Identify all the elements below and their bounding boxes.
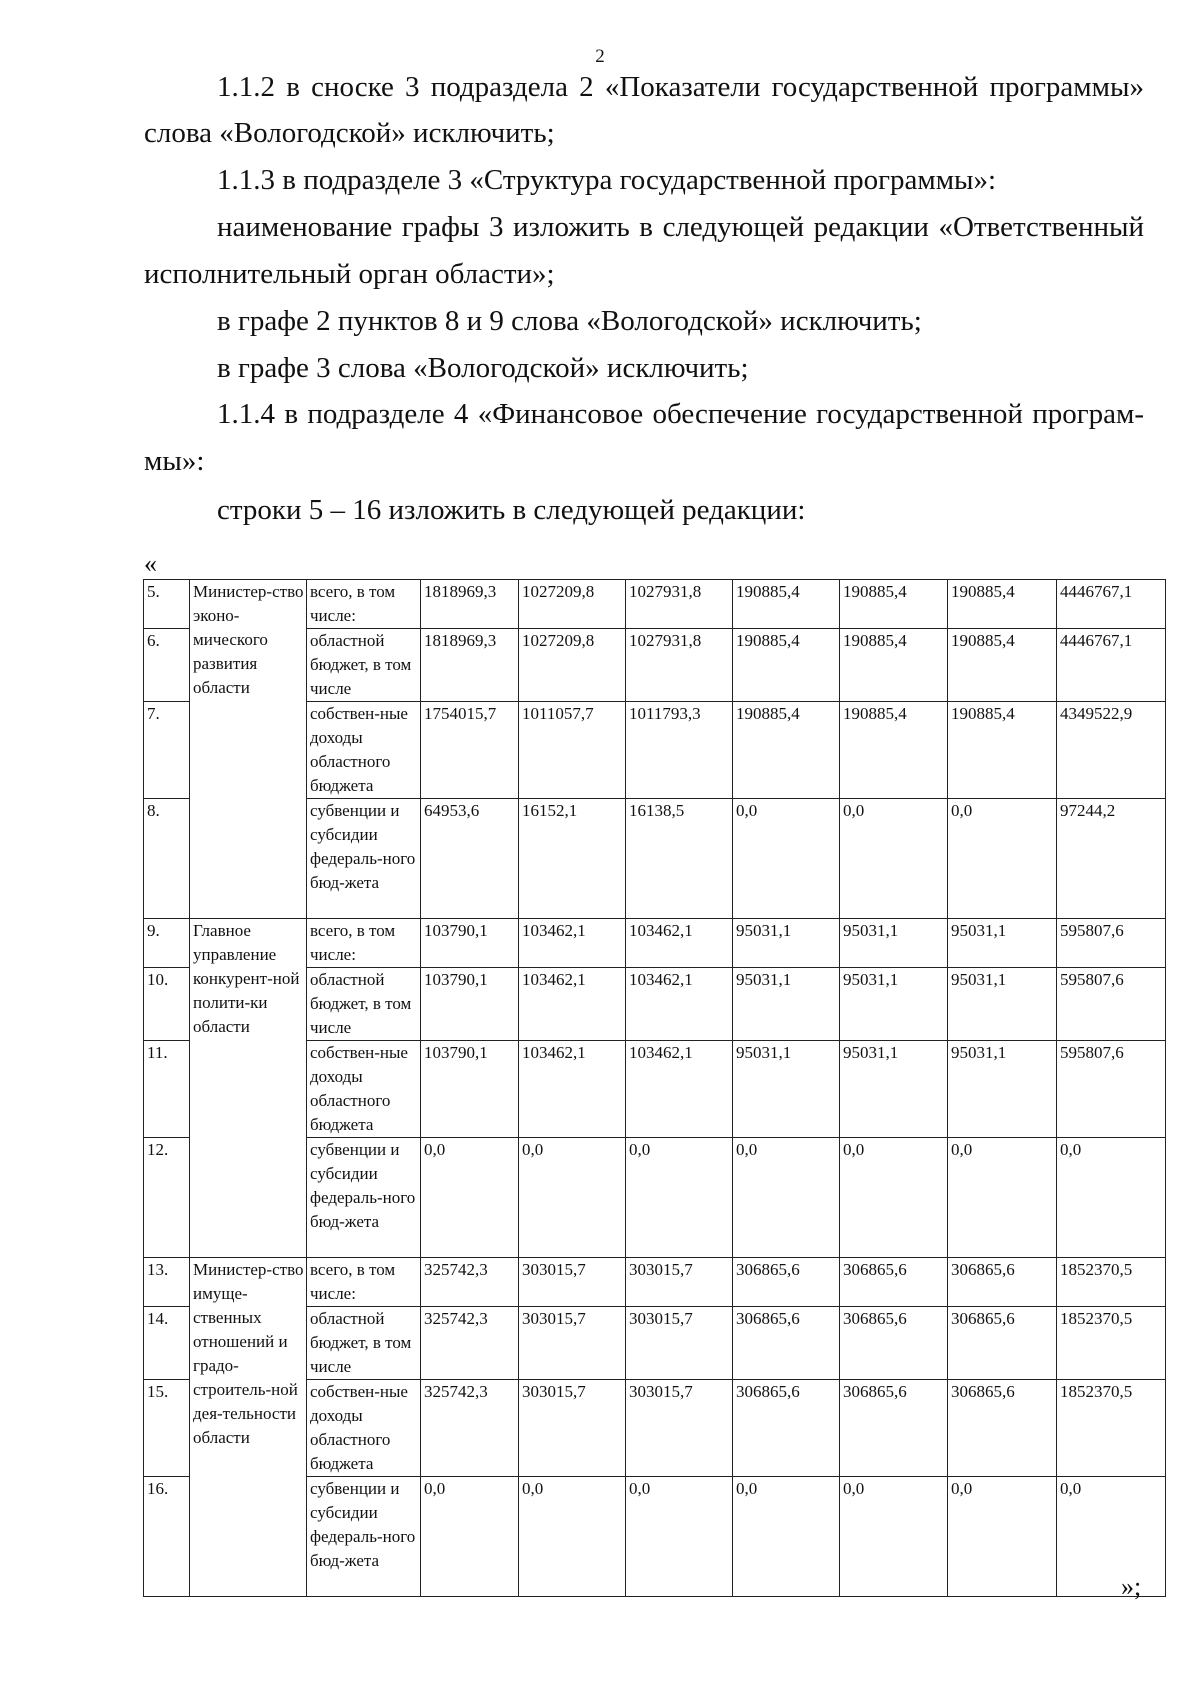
value-cell: 95031,1 (948, 919, 1057, 968)
value-cell: 1754015,7 (421, 702, 519, 799)
value-cell: 1027209,8 (519, 629, 626, 702)
funding-source-cell: собствен-ные доходы областного бюджета (307, 702, 421, 799)
value-cell: 1852370,5 (1057, 1307, 1166, 1380)
value-cell: 0,0 (948, 1138, 1057, 1258)
row-number: 6. (144, 629, 190, 702)
funding-source-cell: собствен-ные доходы областного бюджета (307, 1380, 421, 1477)
paragraph-rows-5-16: строки 5 – 16 изложить в следующей редакции: (217, 494, 806, 526)
value-cell: 0,0 (733, 1138, 840, 1258)
value-cell: 16138,5 (626, 799, 733, 919)
value-cell: 190885,4 (948, 580, 1057, 629)
value-cell: 0,0 (948, 1477, 1057, 1597)
funding-source-cell: областной бюджет, в том числе (307, 968, 421, 1041)
value-cell: 0,0 (733, 1477, 840, 1597)
value-cell: 1818969,3 (421, 580, 519, 629)
paragraph-1-1-2-line-2: слова «Вологодской» исключить; (144, 117, 555, 149)
funding-source-cell: областной бюджет, в том числе (307, 629, 421, 702)
row-number: 10. (144, 968, 190, 1041)
value-cell: 1027931,8 (626, 629, 733, 702)
value-cell: 303015,7 (519, 1307, 626, 1380)
value-cell: 4446767,1 (1057, 580, 1166, 629)
paragraph-1-1-4-line-1: 1.1.4 в подразделе 4 «Финансовое обеспечение государственной програм- (217, 398, 1144, 430)
value-cell: 0,0 (519, 1477, 626, 1597)
value-cell: 0,0 (626, 1477, 733, 1597)
row-number: 12. (144, 1138, 190, 1258)
value-cell: 303015,7 (626, 1258, 733, 1307)
row-number: 15. (144, 1380, 190, 1477)
table-row (144, 919, 1166, 968)
value-cell: 95031,1 (840, 968, 948, 1041)
value-cell: 1011057,7 (519, 702, 626, 799)
value-cell: 103462,1 (626, 919, 733, 968)
value-cell: 0,0 (519, 1138, 626, 1258)
value-cell: 103790,1 (421, 1041, 519, 1138)
funding-source-cell: всего, в том числе: (307, 580, 421, 629)
row-number: 9. (144, 919, 190, 968)
value-cell: 306865,6 (948, 1307, 1057, 1380)
value-cell: 0,0 (733, 799, 840, 919)
funding-source-cell: всего, в том числе: (307, 1258, 421, 1307)
paragraph-1-1-3: 1.1.3 в подразделе 3 «Структура государственной программы»: (217, 164, 997, 196)
value-cell: 103462,1 (626, 1041, 733, 1138)
value-cell: 190885,4 (840, 702, 948, 799)
row-number: 14. (144, 1307, 190, 1380)
value-cell: 190885,4 (840, 629, 948, 702)
closing-quote: »; (1121, 1572, 1142, 1601)
value-cell: 0,0 (1057, 1138, 1166, 1258)
value-cell: 0,0 (1057, 1477, 1166, 1597)
table-row (144, 1258, 1166, 1307)
value-cell: 1852370,5 (1057, 1380, 1166, 1477)
value-cell: 103462,1 (519, 1041, 626, 1138)
funding-source-cell: собствен-ные доходы областного бюджета (307, 1041, 421, 1138)
value-cell: 0,0 (840, 1477, 948, 1597)
page-number: 2 (595, 46, 605, 67)
value-cell: 1027209,8 (519, 580, 626, 629)
funding-source-cell: субвенции и субсидии федераль-ного бюд-жета (307, 799, 421, 919)
value-cell: 0,0 (948, 799, 1057, 919)
value-cell: 95031,1 (948, 968, 1057, 1041)
row-number: 5. (144, 580, 190, 629)
value-cell: 1011793,3 (626, 702, 733, 799)
funding-source-cell: областной бюджет, в том числе (307, 1307, 421, 1380)
executor-cell: Министер-ство эконо-мического развития области (190, 580, 307, 919)
value-cell: 306865,6 (733, 1307, 840, 1380)
paragraph-column-2-items: в графе 2 пунктов 8 и 9 слова «Вологодской» исключить; (217, 305, 922, 337)
value-cell: 0,0 (840, 799, 948, 919)
row-number: 8. (144, 799, 190, 919)
funding-source-cell: всего, в том числе: (307, 919, 421, 968)
value-cell: 95031,1 (733, 919, 840, 968)
value-cell: 0,0 (626, 1138, 733, 1258)
row-number: 11. (144, 1041, 190, 1138)
value-cell: 0,0 (421, 1477, 519, 1597)
value-cell: 325742,3 (421, 1307, 519, 1380)
value-cell: 95031,1 (840, 919, 948, 968)
table-row (144, 580, 1166, 629)
row-number: 7. (144, 702, 190, 799)
value-cell: 0,0 (421, 1138, 519, 1258)
row-number: 16. (144, 1477, 190, 1597)
value-cell: 95031,1 (840, 1041, 948, 1138)
funding-source-cell: субвенции и субсидии федераль-ного бюд-жета (307, 1477, 421, 1597)
value-cell: 595807,6 (1057, 968, 1166, 1041)
value-cell: 0,0 (840, 1138, 948, 1258)
value-cell: 1027931,8 (626, 580, 733, 629)
value-cell: 325742,3 (421, 1380, 519, 1477)
row-number: 13. (144, 1258, 190, 1307)
value-cell: 4446767,1 (1057, 629, 1166, 702)
value-cell: 103790,1 (421, 919, 519, 968)
value-cell: 595807,6 (1057, 919, 1166, 968)
value-cell: 303015,7 (519, 1380, 626, 1477)
paragraph-1-1-4-line-2: мы»: (144, 445, 205, 477)
opening-quote: « (144, 549, 157, 578)
value-cell: 190885,4 (948, 629, 1057, 702)
value-cell: 95031,1 (733, 968, 840, 1041)
executor-cell: Главное управление конкурент-ной полити-ки области (190, 919, 307, 1258)
value-cell: 190885,4 (733, 580, 840, 629)
value-cell: 64953,6 (421, 799, 519, 919)
value-cell: 190885,4 (840, 580, 948, 629)
value-cell: 306865,6 (840, 1380, 948, 1477)
value-cell: 306865,6 (948, 1380, 1057, 1477)
value-cell: 303015,7 (626, 1380, 733, 1477)
value-cell: 16152,1 (519, 799, 626, 919)
paragraph-column-3-words: в графе 3 слова «Вологодской» исключить; (217, 352, 749, 384)
paragraph-column-3-name-line-1: наименование графы 3 изложить в следующей редакции «Ответственный (217, 211, 1144, 243)
paragraph-1-1-2-line-1: 1.1.2 в сноске 3 подраздела 2 «Показатели государственной программы» (217, 71, 1144, 103)
value-cell: 190885,4 (733, 629, 840, 702)
value-cell: 1852370,5 (1057, 1258, 1166, 1307)
value-cell: 4349522,9 (1057, 702, 1166, 799)
value-cell: 306865,6 (948, 1258, 1057, 1307)
paragraph-column-3-name-line-2: исполнительный орган области»; (144, 258, 555, 290)
value-cell: 103462,1 (626, 968, 733, 1041)
executor-cell: Министер-ство имуще-ственных отношений и градо-строитель-ной дея-тельности области (190, 1258, 307, 1597)
value-cell: 103790,1 (421, 968, 519, 1041)
value-cell: 306865,6 (733, 1258, 840, 1307)
value-cell: 97244,2 (1057, 799, 1166, 919)
value-cell: 95031,1 (948, 1041, 1057, 1138)
funding-source-cell: субвенции и субсидии федераль-ного бюд-жета (307, 1138, 421, 1258)
value-cell: 303015,7 (519, 1258, 626, 1307)
value-cell: 190885,4 (948, 702, 1057, 799)
value-cell: 190885,4 (733, 702, 840, 799)
value-cell: 306865,6 (840, 1307, 948, 1380)
value-cell: 595807,6 (1057, 1041, 1166, 1138)
financing-table (143, 579, 1166, 1597)
value-cell: 306865,6 (733, 1380, 840, 1477)
value-cell: 306865,6 (840, 1258, 948, 1307)
value-cell: 95031,1 (733, 1041, 840, 1138)
value-cell: 103462,1 (519, 919, 626, 968)
value-cell: 303015,7 (626, 1307, 733, 1380)
value-cell: 1818969,3 (421, 629, 519, 702)
value-cell: 103462,1 (519, 968, 626, 1041)
value-cell: 325742,3 (421, 1258, 519, 1307)
